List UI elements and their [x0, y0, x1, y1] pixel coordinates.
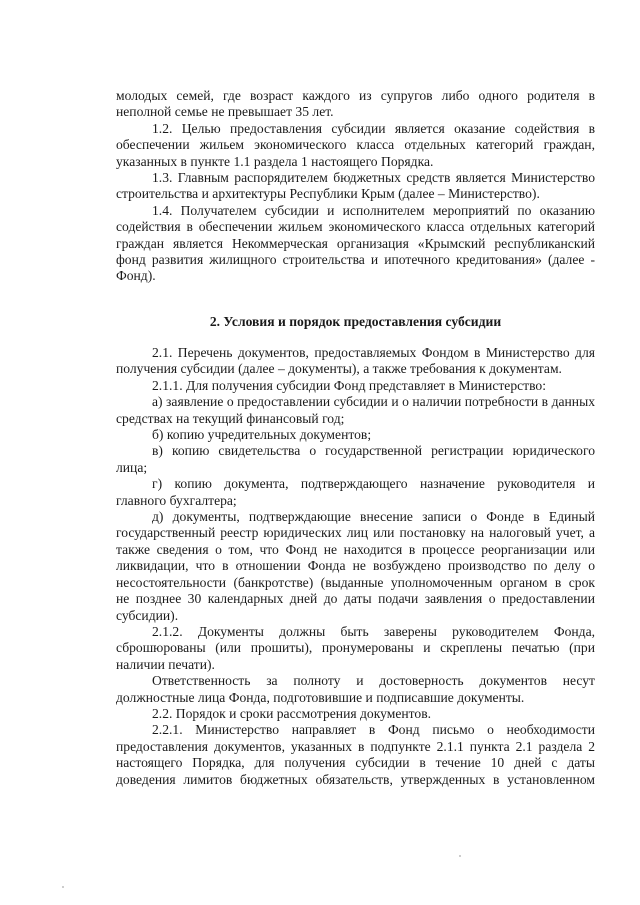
item-b: б) копию учредительных документов;	[152, 427, 372, 443]
text-line: должностные лица Фонда, подготовившие и подписавшие документы.	[116, 689, 525, 705]
text-line: фонд развития жилищного строительства и ипотечного кредитования» (далее -	[116, 252, 595, 268]
scan-speck	[62, 886, 64, 888]
item-a: а) заявление о предоставлении субсидии и о наличии потребности в данных	[152, 394, 595, 410]
text-line: главного бухгалтера;	[116, 492, 237, 508]
text-line: также сведения о том, что Фонд не находится в процессе реорганизации или	[116, 541, 595, 557]
scan-speck	[459, 855, 461, 857]
item-d: д) документы, подтверждающие внесение записи о Фонде в Единый	[152, 509, 595, 525]
text-line: несостоятельности (банкротстве) (выданные уполномоченным органом в срок	[116, 574, 595, 590]
text-line: содействия в обеспечении жильем экономического класса отдельных категорий	[116, 219, 595, 235]
text-line: неполной семье не превышает 35 лет.	[116, 104, 334, 120]
text-line: наличии печати).	[116, 656, 215, 672]
item-g: г) копию документа, подтверждающего назначение руководителя и	[152, 476, 595, 492]
item-v: в) копию свидетельства о государственной регистрации юридического	[152, 443, 595, 459]
text-line: государственный реестр юридических лиц или постановку на налоговый учет, а	[116, 525, 595, 541]
text-line: граждан является Некоммерческая организация «Крымский республиканский	[116, 235, 595, 251]
section-1-text	[116, 88, 595, 285]
section-2-text	[116, 345, 595, 788]
paragraph-1-2: 1.2. Целью предоставления субсидии является оказание содействия в	[152, 120, 595, 136]
text-line: доведения лимитов бюджетных обязательств, утвержденных в установленном	[116, 771, 595, 787]
text-line: субсидии).	[116, 607, 179, 623]
text-line: указанных в пункте 1.1 раздела 1 настоящего Порядка.	[116, 153, 434, 169]
section-2-heading: 2. Условия и порядок предоставления субсидии	[209, 314, 502, 329]
text-line: лица;	[116, 459, 148, 475]
text-line: ликвидации, что в отношении Фонда не возбуждено производство по делу о	[116, 558, 595, 574]
text-line: Фонд).	[116, 268, 156, 284]
paragraph-1-3: 1.3. Главным распорядителем бюджетных средств является Министерство	[152, 170, 595, 186]
text-line: настоящего Порядка, для получения субсидии в течение 10 дней с даты	[116, 755, 595, 771]
text-line: получения субсидии (далее – документы), а также требования к документам.	[116, 361, 562, 377]
paragraph-2-1: 2.1. Перечень документов, предоставляемых Фондом в Министерство для	[152, 345, 595, 360]
paragraph-2-1-2: 2.1.2. Документы должны быть заверены руководителем Фонда,	[152, 623, 595, 639]
text-line: не позднее 30 календарных дней до даты подачи заявления о предоставлении	[116, 591, 595, 607]
text-line: сброшюрованы (или прошиты), пронумерованы и скреплены печатью (при	[116, 640, 595, 656]
text-line: средствах на текущий финансовый год;	[116, 410, 345, 426]
paragraph-2-1-1: 2.1.1. Для получения субсидии Фонд представляет в Министерство:	[152, 377, 546, 393]
scan-speck	[533, 540, 534, 541]
text-line: строительства и архитектуры Республики Крым (далее – Министерство).	[116, 186, 540, 202]
text-line: обеспечении жильем экономического класса отдельных категорий граждан,	[116, 137, 595, 153]
text-line: молодых семей, где возраст каждого из супругов либо одного родителя в	[116, 88, 595, 103]
paragraph-2-2: 2.2. Порядок и сроки рассмотрения документов.	[152, 705, 432, 721]
paragraph-1-4: 1.4. Получателем субсидии и исполнителем мероприятий по оказанию	[152, 202, 595, 218]
paragraph-2-2-1: 2.2.1. Министерство направляет в Фонд письмо о необходимости	[152, 722, 595, 738]
text-line: предоставления документов, указанных в подпункте 2.1.1 пункта 2.1 раздела 2	[116, 738, 595, 754]
responsibility-paragraph: Ответственность за полноту и достоверность документов несут	[152, 673, 595, 689]
